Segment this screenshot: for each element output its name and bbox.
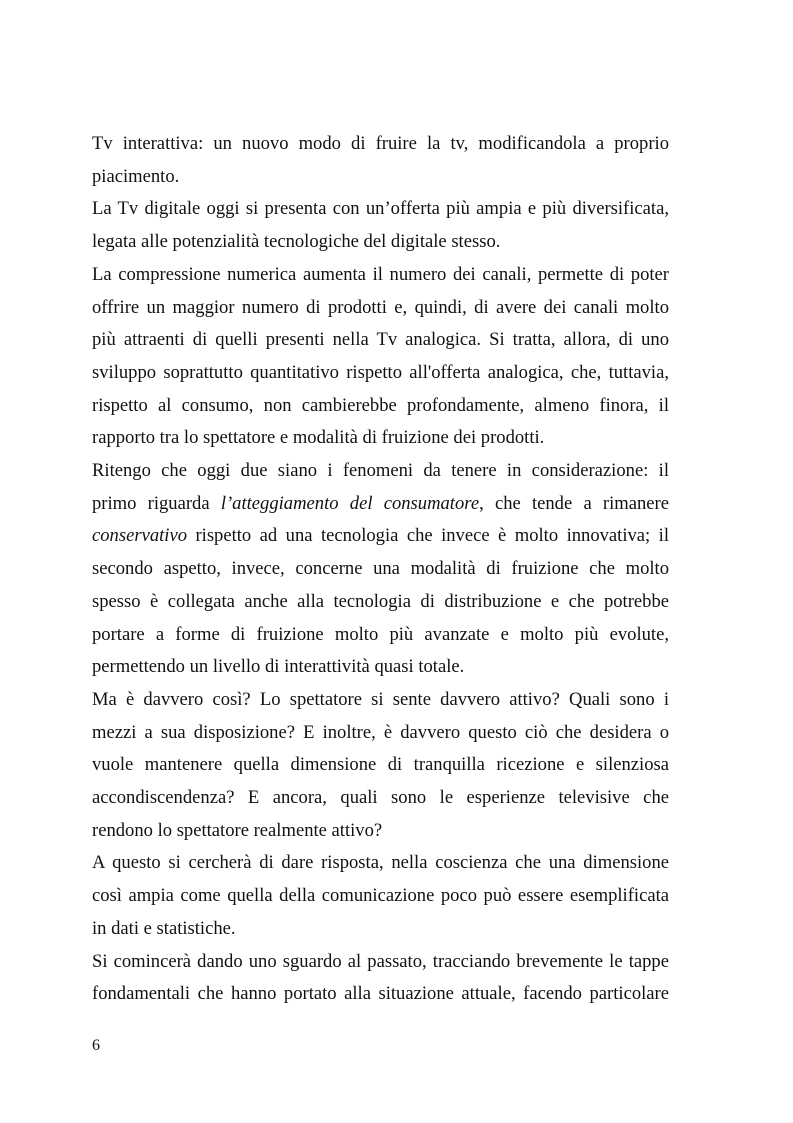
- text-line: spesso è collegata anche alla tecnologia di distribuzione e che potrebbe: [92, 590, 669, 612]
- text-line: Si comincerà dando uno sguardo al passato, tracciando brevemente le tappe: [92, 950, 669, 972]
- text-line: più attraenti di quelli presenti nella Tv analogica. Si tratta, allora, di uno: [92, 329, 669, 351]
- text-line: vuole mantenere quella dimensione di tranquilla ricezione e silenziosa: [92, 754, 669, 776]
- text-run: primo riguarda: [92, 492, 221, 514]
- text-line: rapporto tra lo spettatore e modalità di fruizione dei prodotti.: [92, 427, 545, 449]
- body-text: [92, 128, 669, 1011]
- text-line: Tv interattiva: un nuovo modo di fruire la tv, modificandola a proprio: [92, 133, 669, 154]
- emphasis-text: l’atteggiamento del consumatore: [220, 492, 480, 514]
- paragraph-3: [92, 259, 669, 455]
- emphasis-text: conservativo: [92, 525, 188, 547]
- paragraph-1: [92, 128, 669, 193]
- paragraph-4: [92, 455, 669, 684]
- text-line: accondiscendenza? E ancora, quali sono le esperienze televisive che: [92, 787, 669, 809]
- text-line: rispetto al consumo, non cambierebbe profondamente, almeno finora, il: [92, 394, 669, 416]
- text-run: rispetto ad una tecnologia che invece è molto innovativa; il: [187, 525, 669, 547]
- text-line: [92, 488, 669, 521]
- text-line: sviluppo soprattutto quantitativo rispetto all'offerta analogica, che, tuttavia,: [92, 361, 669, 383]
- text-line: portare a forme di fruizione molto più avanzate e molto più evolute,: [92, 623, 669, 645]
- page-number: 6: [92, 1037, 100, 1054]
- paragraph-2: [92, 193, 669, 258]
- text-line: piacimento.: [92, 165, 180, 187]
- text-line: offrire un maggior numero di prodotti e, quindi, di avere dei canali molto: [92, 296, 669, 318]
- text-line: fondamentali che hanno portato alla situazione attuale, facendo particolare: [92, 983, 669, 1005]
- text-line: secondo aspetto, invece, concerne una modalità di fruizione che molto: [92, 558, 669, 580]
- text-line: A questo si cercherà di dare risposta, nella coscienza che una dimensione: [92, 852, 669, 874]
- paragraph-6: [92, 847, 669, 945]
- text-line: legata alle potenzialità tecnologiche del digitale stesso.: [92, 231, 501, 253]
- text-line: La compressione numerica aumenta il numero dei canali, permette di poter: [92, 263, 669, 285]
- text-line: in dati e statistiche.: [92, 917, 236, 939]
- text-line: rendono lo spettatore realmente attivo?: [92, 819, 383, 841]
- paragraph-5: [92, 684, 669, 848]
- text-line: così ampia come quella della comunicazione poco può essere esemplificata: [92, 885, 669, 907]
- text-run: , che tende a rimanere: [479, 492, 669, 514]
- text-line: Ma è davvero così? Lo spettatore si sente davvero attivo? Quali sono i: [92, 688, 669, 710]
- text-line: [92, 520, 669, 553]
- text-line: permettendo un livello di interattività quasi totale.: [92, 656, 465, 678]
- paragraph-7: [92, 946, 669, 1011]
- text-line: Ritengo che oggi due siano i fenomeni da tenere in considerazione: il: [92, 460, 669, 482]
- text-line: mezzi a sua disposizione? E inoltre, è davvero questo ciò che desidera o: [92, 721, 669, 743]
- text-line: La Tv digitale oggi si presenta con un’offerta più ampia e più diversificata,: [92, 198, 669, 220]
